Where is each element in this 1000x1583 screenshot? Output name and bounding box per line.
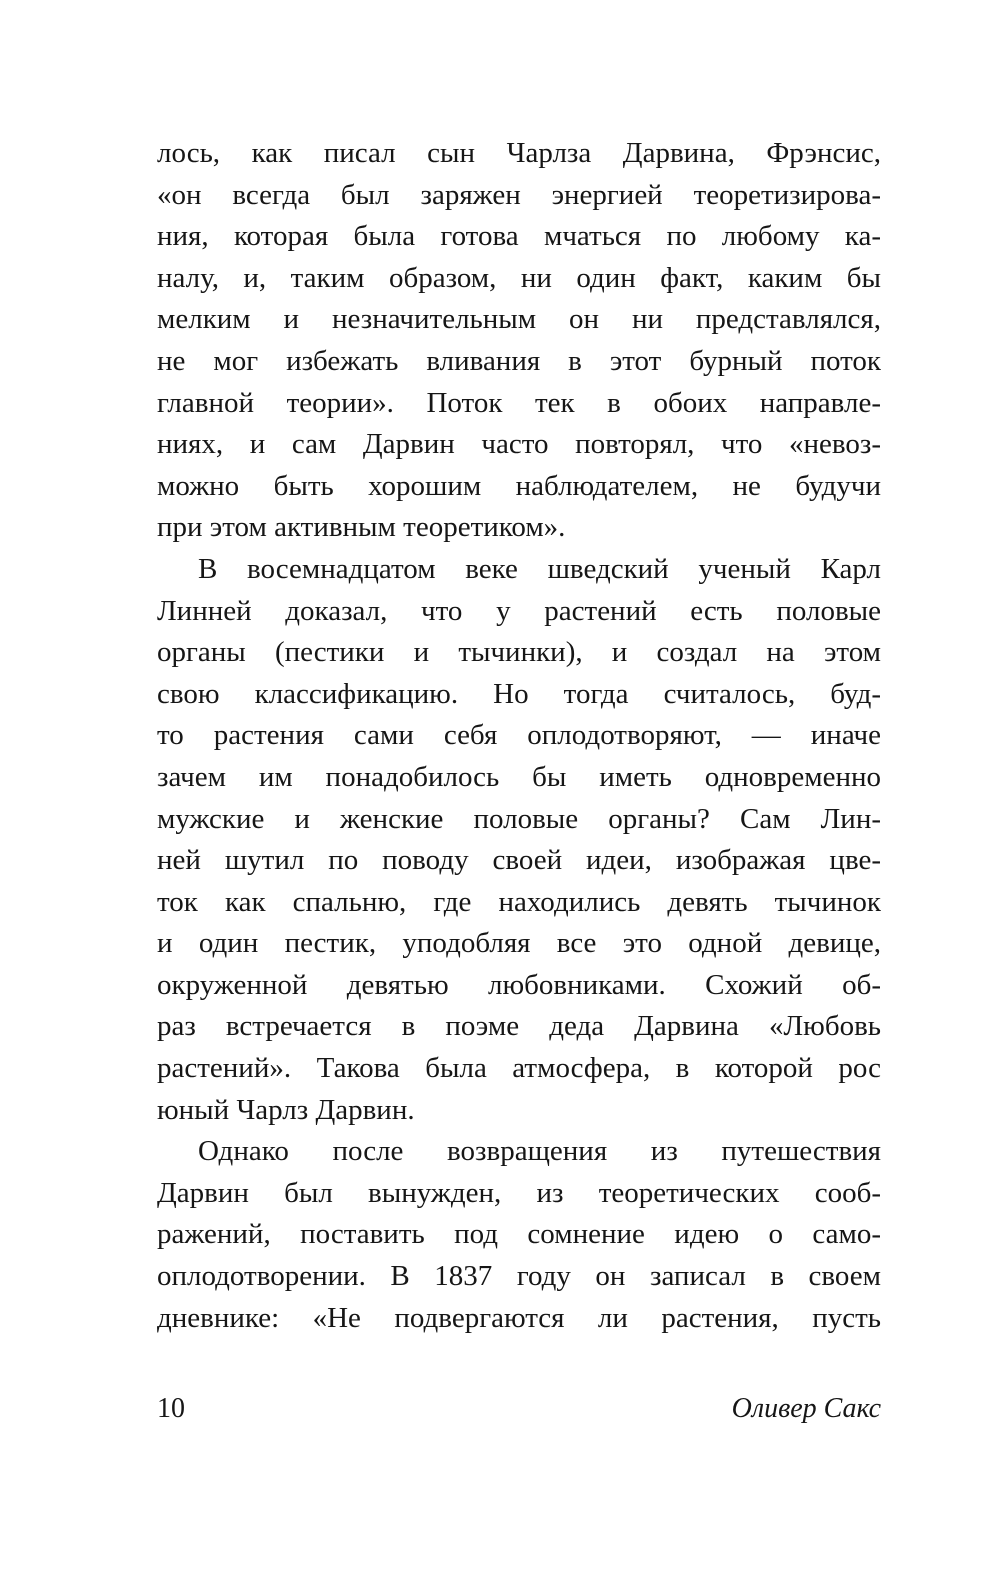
text-line: органы (пестики и тычинки), и создал на этом xyxy=(157,636,881,669)
text-line: то растения сами себя оплодотворяют, — иначе xyxy=(157,719,881,752)
text-line: ражений, поставить под сомнение идею о само- xyxy=(157,1218,881,1251)
page-number: 10 xyxy=(157,1393,185,1424)
text-line: мелким и незначительным он ни представлялся, xyxy=(157,303,881,336)
text-line: раз встречается в поэме деда Дарвина «Любовь xyxy=(157,1010,881,1043)
text-line: юный Чарлз Дарвин. xyxy=(157,1093,415,1126)
text-line: свою классификацию. Но тогда считалось, буд- xyxy=(157,677,881,710)
text-line: налу, и, таким образом, ни один факт, каким бы xyxy=(157,261,881,294)
body-text xyxy=(157,133,881,1339)
text-line: «он всегда был заряжен энергией теоретизирова- xyxy=(157,178,881,211)
text-line: оплодотворении. В 1837 году он записал в своем xyxy=(157,1260,881,1293)
text-line: при этом активным теоретиком». xyxy=(157,511,566,544)
text-line: ней шутил по поводу своей идеи, изображая цве- xyxy=(157,844,881,877)
running-footer-author: Оливер Сакс xyxy=(731,1393,881,1424)
text-line: можно быть хорошим наблюдателем, не будучи xyxy=(157,469,881,502)
text-line: и один пестик, уподобляя все это одной девице, xyxy=(157,927,881,960)
text-line: главной теории». Поток тек в обоих направле- xyxy=(157,386,881,419)
page-footer xyxy=(157,1392,881,1426)
text-line: ния, которая была готова мчаться по любому ка- xyxy=(157,220,881,253)
text-line: ток как спальню, где находились девять тычинок xyxy=(157,885,881,918)
text-line: дневнике: «Не подвергаются ли растения, пусть xyxy=(157,1301,881,1334)
text-line: ниях, и сам Дарвин часто повторял, что «невоз- xyxy=(157,428,881,461)
text-line: Дарвин был вынужден, из теоретических сооб- xyxy=(157,1176,881,1209)
text-line: не мог избежать вливания в этот бурный поток xyxy=(157,344,881,377)
text-line: мужские и женские половые органы? Сам Лин- xyxy=(157,802,881,835)
text-line: зачем им понадобилось бы иметь одновременно xyxy=(157,760,881,793)
text-line: Однако после возвращения из путешествия xyxy=(198,1135,881,1168)
text-line: Линней доказал, что у растений есть половые xyxy=(157,594,881,627)
text-line: В восемнадцатом веке шведский ученый Карл xyxy=(198,552,881,585)
text-line: растений». Такова была атмосфера, в которой рос xyxy=(157,1052,881,1085)
text-line: лось, как писал сын Чарлза Дарвина, Фрэнсис, xyxy=(157,137,881,169)
text-line: окруженной девятью любовниками. Схожий об- xyxy=(157,968,881,1001)
